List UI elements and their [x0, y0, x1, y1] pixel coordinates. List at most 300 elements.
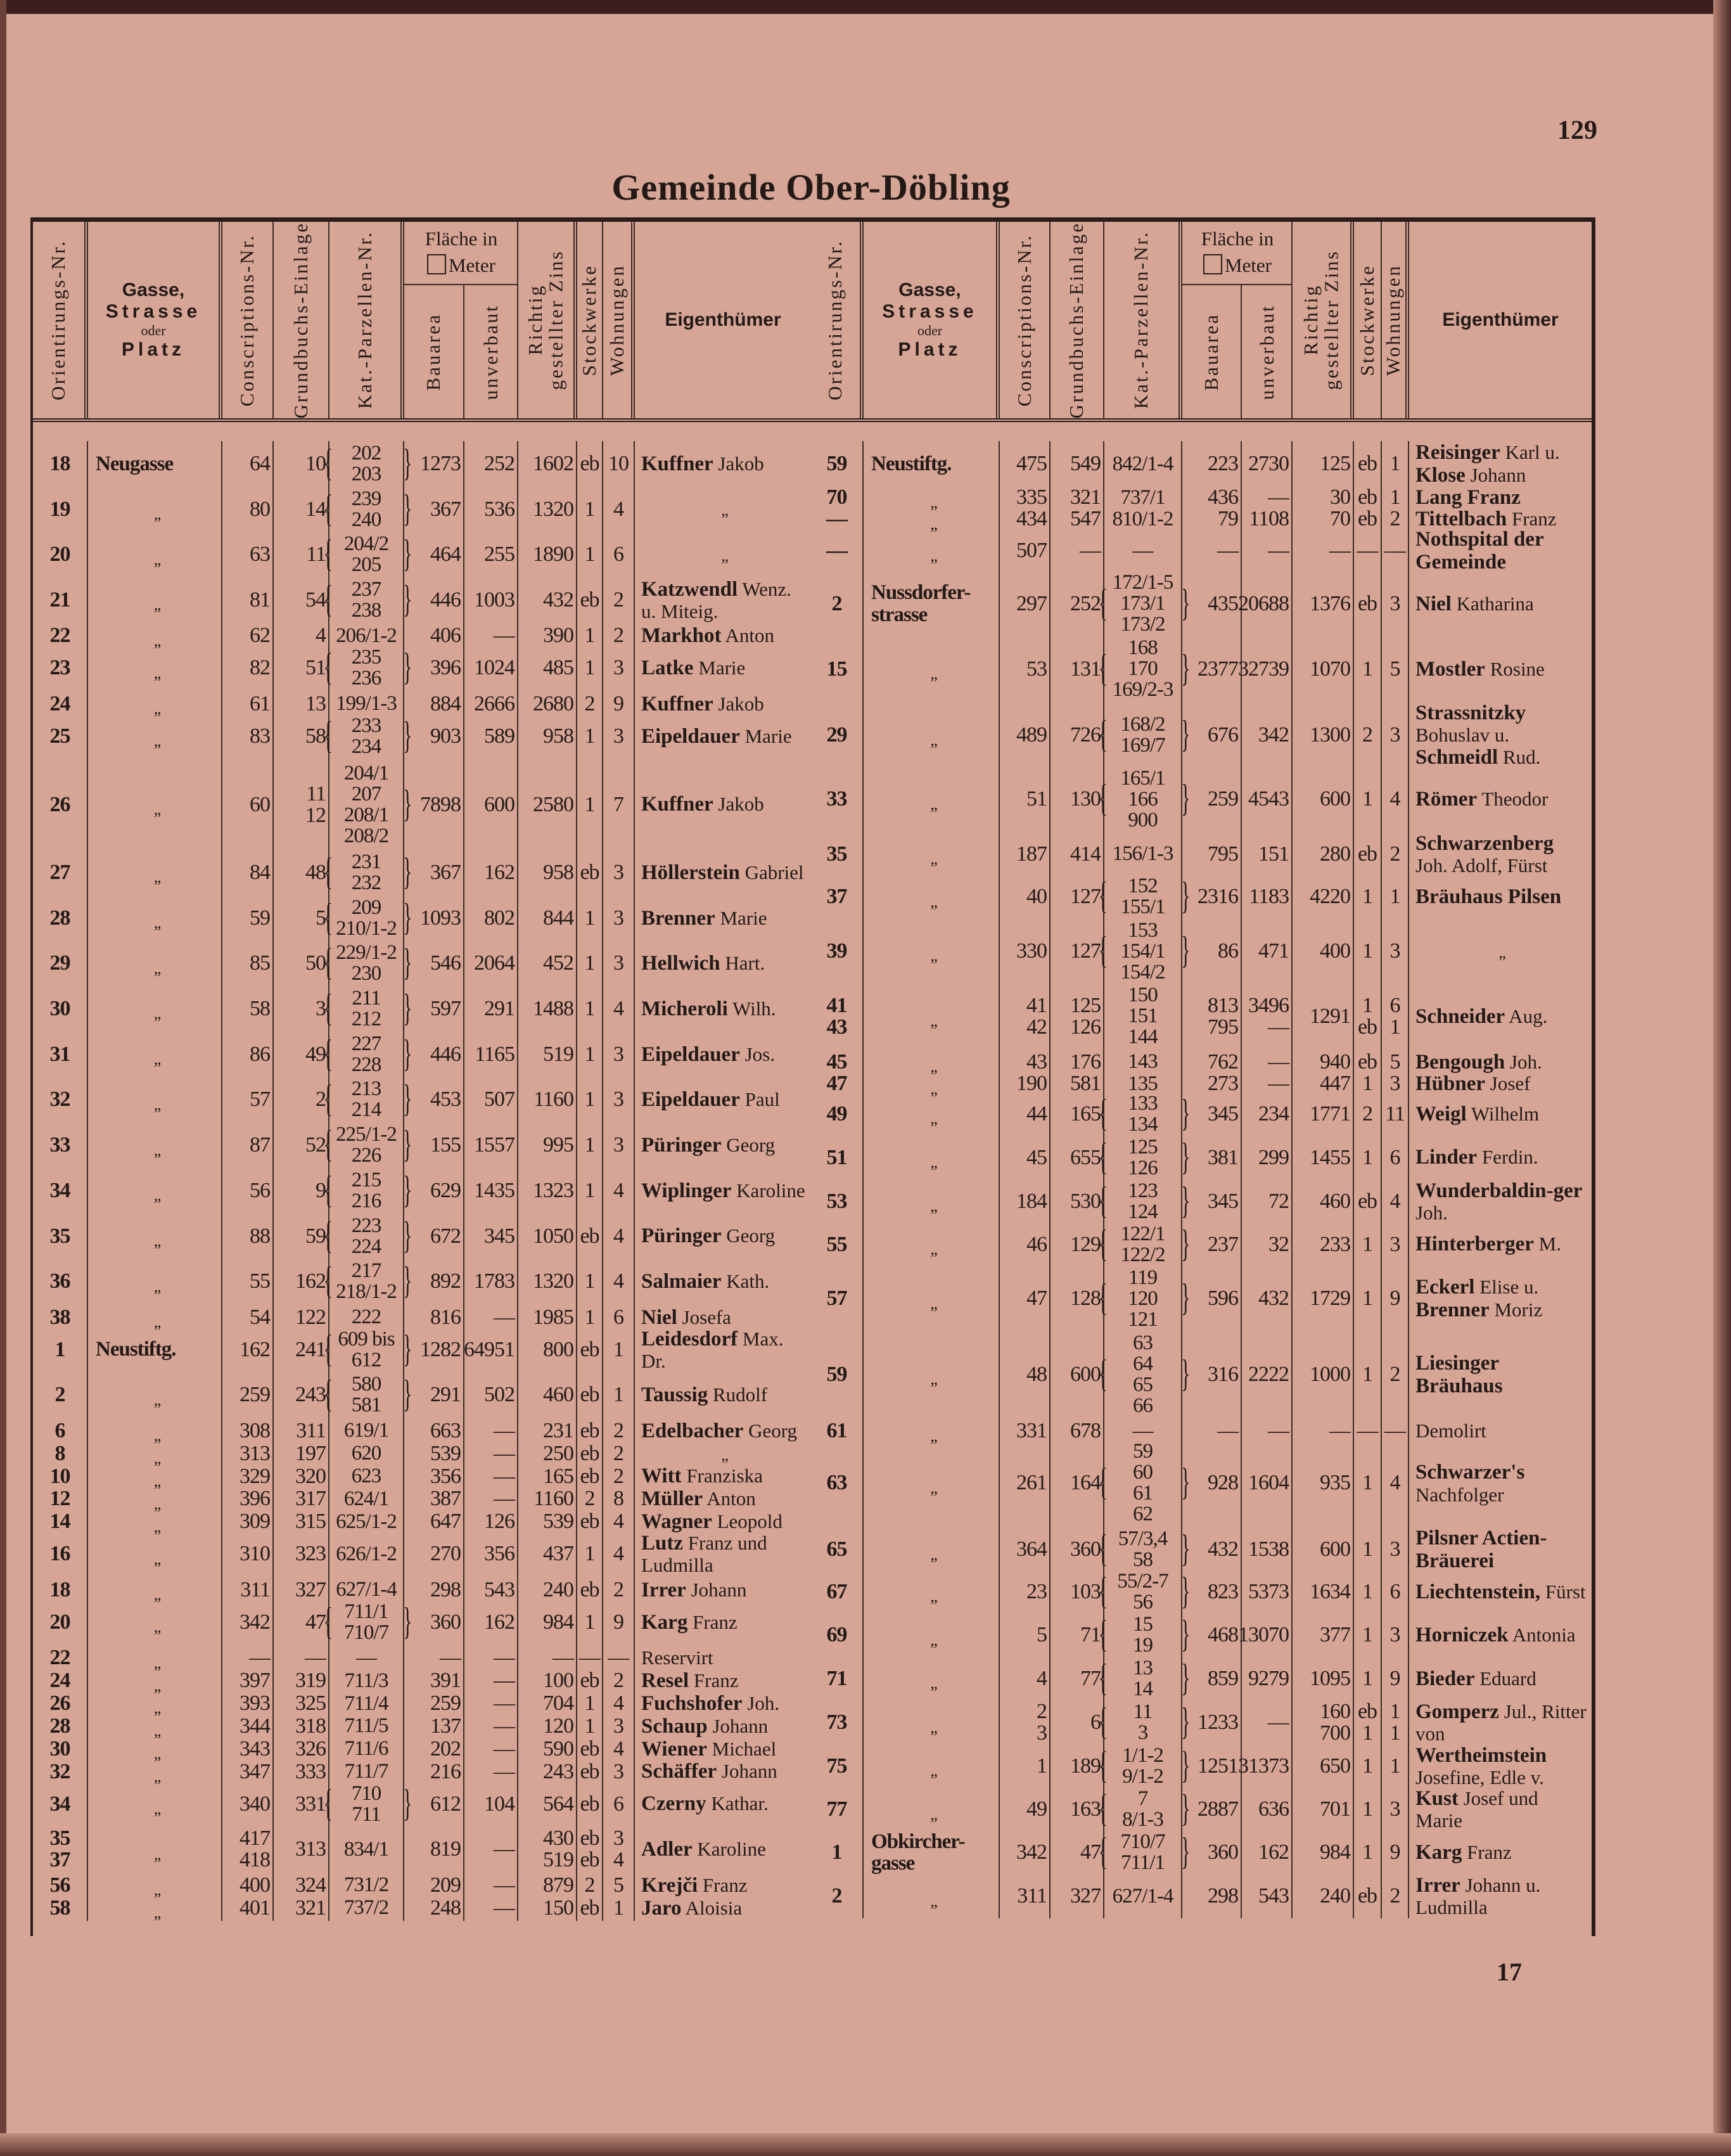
owner-given-name: Marie [720, 906, 767, 929]
unverbaut-cell [1242, 875, 1293, 919]
unverbaut-value: — [494, 624, 514, 648]
unverbaut-value: 802 [484, 906, 514, 930]
orientirungs-nr-cell [33, 1373, 88, 1418]
zins-value: 485 [543, 656, 573, 680]
wohnungen-value: 2 [613, 1464, 623, 1488]
orientirungs-nr-value: 75 [826, 1754, 847, 1778]
kat-parzellen-nr-cell [1104, 1570, 1182, 1614]
stockwerke-value: eb [580, 1337, 599, 1361]
table-row [33, 1214, 811, 1259]
kat-parzellen-nr-value: 810/1-2 [1112, 507, 1173, 530]
wohnungen-value: 3 [1389, 1797, 1400, 1821]
stockwerke-cell [577, 1600, 603, 1645]
kat-parzellen-nr-value: 172/1-5 [1112, 571, 1173, 594]
wohnungen-value: 4 [1389, 1471, 1400, 1495]
orientirungs-nr-value: 10 [49, 1464, 70, 1488]
conscriptions-nr-cell [222, 1259, 274, 1304]
owner-given-name: Joh. [747, 1691, 780, 1714]
eigenthuemer-cell [635, 714, 811, 759]
kat-parzellen-nr-value: 11 [1133, 1700, 1153, 1724]
bauarea-cell [404, 850, 464, 895]
zins-value: 590 [543, 1736, 573, 1761]
table-row [811, 1179, 1592, 1223]
orientirungs-nr-value: 35 [49, 1826, 70, 1851]
conscriptions-nr-value: 63 [250, 542, 270, 567]
unverbaut-cell [1242, 528, 1293, 574]
bauarea-value: } 2377 [1198, 657, 1238, 681]
kat-parzellen-nr-value: 737/2 [343, 1896, 389, 1920]
zins-cell [1293, 1093, 1354, 1136]
unverbaut-value: — [1268, 1419, 1289, 1443]
zins-value: 1323 [533, 1178, 573, 1202]
conscriptions-nr-value: 49 [1026, 1797, 1047, 1821]
table-row [811, 984, 1592, 1049]
wohnungen-cell [1382, 1570, 1409, 1614]
kat-parzellen-nr-value: 144 [1128, 1025, 1158, 1049]
eigenthuemer-cell [635, 1373, 811, 1418]
table-row [33, 1872, 811, 1899]
zins-value: 984 [543, 1610, 573, 1634]
owner-given-name: Jakob [718, 793, 764, 816]
zins-cell [1293, 1266, 1354, 1331]
table-row [33, 441, 811, 487]
owner-entry [1415, 1276, 1538, 1299]
orientirungs-nr-cell [33, 1532, 88, 1577]
kat-parzellen-nr-value: 212 [351, 1008, 381, 1031]
orientirungs-nr-value: 23 [49, 656, 70, 680]
orientirungs-nr-value: 28 [49, 1714, 70, 1738]
bauarea-value: 137 [430, 1714, 461, 1738]
kat-parzellen-nr-value: 64 [1133, 1352, 1153, 1376]
wohnungen-value: 6 [1389, 993, 1400, 1017]
owner-given-name: Georg [726, 1134, 776, 1156]
conscriptions-nr-value: 329 [240, 1464, 270, 1488]
bauarea-value: } 823 [1208, 1579, 1238, 1603]
zins-value: 460 [1320, 1189, 1350, 1213]
orientirungs-nr-cell [811, 528, 864, 574]
kat-parzellen-nr-cell [329, 1214, 404, 1259]
bauarea-cell [1182, 1657, 1242, 1700]
eigenthuemer-cell [635, 1077, 811, 1123]
owner-surname: Reisinger [1415, 441, 1500, 464]
unverbaut-cell [464, 1373, 518, 1418]
unverbaut-value: — [494, 1714, 514, 1738]
kat-parzellen-nr-value: 14 [1133, 1677, 1153, 1700]
orientirungs-nr-value: 37 [826, 885, 847, 909]
owner-surname: Schwarzer's [1415, 1461, 1525, 1484]
bauarea-cell [1182, 1744, 1242, 1788]
kat-parzellen-nr-cell [1104, 1787, 1182, 1832]
conscriptions-nr-value: 55 [250, 1269, 270, 1293]
conscriptions-nr-cell [222, 577, 274, 623]
conscriptions-nr-value: 311 [1017, 1884, 1047, 1908]
kat-parzellen-nr-cell [1104, 1831, 1182, 1875]
bauarea-value: 223 [1208, 452, 1238, 476]
gasse-value: „ [153, 1449, 161, 1468]
owner-surname: Brenner [1415, 1299, 1490, 1322]
kat-parzellen-nr-value: 737/1 [1120, 485, 1165, 509]
wohnungen-value: 9 [613, 1610, 623, 1634]
zins-value: 935 [1320, 1471, 1350, 1495]
grundbuchs-einlage-value: 77 [1080, 1666, 1101, 1690]
kat-parzellen-nr-value: 60 [1133, 1461, 1153, 1484]
wohnungen-cell [603, 714, 635, 759]
stockwerke-value: eb [1357, 1049, 1377, 1074]
owner-entry [1415, 593, 1534, 615]
kat-parzellen-nr-value: 229/1-2 [336, 941, 397, 965]
bauarea-cell [1182, 572, 1242, 637]
unverbaut-value: 1183 [1249, 885, 1289, 909]
stockwerke-value: eb [580, 1441, 599, 1465]
header-flaeche [1182, 222, 1293, 418]
unverbaut-value: 72 [1268, 1189, 1289, 1213]
gasse-value: „ [153, 731, 161, 750]
eigenthuemer-cell [635, 532, 811, 577]
wohnungen-cell [603, 850, 635, 895]
bauarea-value: } 259 [1208, 787, 1238, 811]
kat-parzellen-nr-value: 199/1-3 [336, 692, 397, 715]
table-row [33, 1304, 811, 1331]
conscriptions-nr-cell [222, 1122, 274, 1168]
gasse-cell [864, 1222, 1000, 1266]
grundbuchs-einlage-value: 318 [295, 1714, 326, 1738]
gasse-cell [88, 1077, 222, 1123]
kat-parzellen-nr-value: — [1132, 1419, 1153, 1442]
gasse-value: „ [930, 492, 937, 511]
owner-given-name: Nachfolger [1415, 1483, 1504, 1506]
bauarea-value: 813 [1208, 993, 1238, 1017]
header-label: Wohnungen [1382, 264, 1405, 376]
kat-parzellen-nr-value: 122/2 [1120, 1243, 1165, 1266]
grundbuchs-einlage-value: — [1080, 539, 1101, 563]
kat-parzellen-nr-value: 238 [351, 598, 381, 622]
wohnungen-value: 3 [613, 1088, 623, 1112]
eigenthuemer-cell [1409, 919, 1592, 984]
wohnungen-cell [603, 986, 635, 1032]
owner-entry [721, 1443, 729, 1465]
zins-value: 958 [543, 724, 573, 748]
unverbaut-value: 1783 [474, 1269, 514, 1293]
gasse-cell [88, 1895, 222, 1921]
stockwerke-value: 1 [584, 1088, 595, 1112]
orientirungs-nr-value: 34 [49, 1792, 70, 1816]
grundbuchs-einlage-value: 189 [1070, 1754, 1101, 1778]
grundbuchs-einlage-cell [1051, 1179, 1104, 1224]
conscriptions-nr-value: 489 [1016, 723, 1047, 747]
owner-entry [641, 1088, 780, 1111]
owner-entry [641, 1532, 808, 1576]
wohnungen-cell [1382, 919, 1409, 984]
stockwerke-cell [1354, 832, 1382, 876]
eigenthuemer-cell [1409, 1527, 1592, 1573]
eigenthuemer-cell [1409, 702, 1592, 769]
wohnungen-cell [1382, 1222, 1409, 1266]
bauarea-value: } 468 [1208, 1623, 1238, 1647]
grundbuchs-einlage-value: 162 [295, 1269, 326, 1293]
grundbuchs-einlage-cell [1051, 636, 1104, 702]
gasse-value: „ [153, 699, 161, 718]
stockwerke-value: eb [580, 1792, 599, 1816]
header-label: oder [141, 323, 166, 338]
kat-parzellen-nr-value: 236 [351, 667, 381, 690]
eigenthuemer-cell [1409, 1700, 1592, 1745]
owner-given-name: Rudolf [712, 1383, 768, 1406]
conscriptions-nr-value: 47 [1026, 1287, 1047, 1311]
bauarea-cell [1182, 984, 1242, 1049]
header-label: Bauarea [422, 312, 445, 391]
wohnungen-cell [603, 532, 635, 577]
eigenthuemer-cell [1409, 767, 1592, 832]
conscriptions-nr-value: 51 [1026, 787, 1047, 811]
owner-surname: Eipeldauer [641, 1043, 740, 1066]
kat-parzellen-nr-value: 204/2 [343, 532, 389, 556]
unverbaut-value: 345 [484, 1224, 514, 1248]
kat-parzellen-nr-cell [1104, 1874, 1182, 1918]
wohnungen-cell [603, 1214, 635, 1259]
kat-parzellen-nr-value: 235 [351, 646, 381, 669]
wohnungen-cell [1382, 1440, 1409, 1527]
header-label: Gasse, [898, 279, 961, 300]
kat-parzellen-nr-cell [1104, 767, 1182, 832]
table-row [33, 1826, 811, 1872]
stockwerke-cell [577, 941, 603, 987]
gasse-value: „ [153, 1049, 161, 1068]
wohnungen-value: 6 [1389, 1145, 1400, 1169]
conscriptions-nr-value: 190 [1016, 1072, 1047, 1096]
conscriptions-nr-cell [222, 1532, 274, 1577]
gasse-value: „ [153, 1231, 161, 1250]
stockwerke-value: 1 [1362, 993, 1372, 1017]
unverbaut-value: — [1268, 1049, 1289, 1074]
unverbaut-value: — [494, 1464, 514, 1488]
owner-surname: Eipeldauer [641, 1088, 740, 1112]
bauarea-cell [1182, 1527, 1242, 1573]
gasse-value: „ [153, 1094, 161, 1113]
table-row [33, 1327, 811, 1373]
gasse-value: „ [153, 631, 161, 650]
eigenthuemer-cell [635, 1032, 811, 1077]
zins-cell [1293, 984, 1354, 1049]
stockwerke-value: eb [580, 451, 599, 475]
wohnungen-cell [603, 577, 635, 623]
gasse-value: „ [930, 946, 937, 965]
ditto-mark: „ [721, 1445, 729, 1464]
gasse-value: „ [930, 849, 937, 868]
orientirungs-nr-cell [33, 1168, 88, 1214]
unverbaut-value: — [494, 1691, 514, 1716]
stockwerke-value: 2 [1362, 1102, 1372, 1126]
header-label: Orientirungs-Nr. [824, 240, 846, 401]
owner-entry [641, 998, 776, 1020]
owner-given-name: Elise u. [1479, 1275, 1539, 1298]
kat-parzellen-nr-value: 900 [1128, 808, 1158, 831]
conscriptions-nr-cell [222, 895, 274, 941]
owner-given-name: Reservirt [641, 1646, 713, 1669]
grundbuchs-einlage-value: 50 [305, 951, 326, 975]
bauarea-cell [404, 1327, 464, 1373]
bauarea-value: 248 [430, 1896, 461, 1920]
zins-value: 879 [543, 1873, 573, 1897]
zins-value: 700 [1320, 1721, 1350, 1745]
bauarea-value: } 903 [430, 724, 461, 748]
bauarea-value: } 360 [430, 1610, 461, 1634]
zins-value: 1291 [1310, 1004, 1350, 1028]
bauarea-cell [404, 1373, 464, 1418]
wohnungen-value: 1 [613, 1383, 623, 1407]
eigenthuemer-cell [1409, 1179, 1592, 1224]
table-row [811, 1831, 1592, 1875]
stockwerke-cell [1354, 1093, 1382, 1136]
gasse-value: „ [153, 1471, 161, 1490]
grundbuchs-einlage-cell [1051, 1266, 1104, 1331]
table-row [33, 1077, 811, 1123]
kat-parzellen-nr-value: 711/3 [344, 1669, 388, 1692]
zins-value: 2580 [533, 792, 573, 816]
zins-value: 1320 [533, 1269, 573, 1293]
owner-entry [1415, 1233, 1561, 1255]
stockwerke-value: 1 [1362, 939, 1372, 963]
orientirungs-nr-value: 25 [49, 724, 70, 748]
orientirungs-nr-cell [33, 577, 88, 623]
grundbuchs-einlage-value: 5 [316, 906, 326, 930]
conscriptions-nr-cell [1000, 1744, 1051, 1788]
orientirungs-nr-cell [33, 1600, 88, 1645]
zins-cell [518, 1259, 577, 1304]
wohnungen-value: 8 [613, 1487, 623, 1511]
kat-parzellen-nr-cell [1104, 984, 1182, 1049]
unverbaut-value: — [494, 1736, 514, 1761]
grundbuchs-einlage-value: 321 [1070, 485, 1101, 510]
grundbuchs-einlage-value: 6 [1090, 1710, 1101, 1735]
owner-given-name: Paul [744, 1088, 780, 1111]
stockwerke-value: eb [1357, 1189, 1377, 1213]
stockwerke-value: eb [1357, 507, 1377, 531]
owner-entry [641, 907, 767, 930]
zins-cell [1293, 875, 1354, 919]
conscriptions-nr-value: 86 [250, 1042, 270, 1066]
conscriptions-nr-value: 347 [240, 1759, 270, 1783]
conscriptions-nr-value: 309 [240, 1510, 270, 1534]
owner-given-name: Eduard [1479, 1667, 1536, 1690]
kat-parzellen-nr-cell [329, 941, 404, 987]
gasse-value: „ [930, 1057, 937, 1076]
table-header [811, 222, 1592, 422]
wohnungen-value: 3 [613, 656, 623, 680]
orientirungs-nr-cell [33, 1895, 88, 1921]
grundbuchs-einlage-cell [274, 1122, 329, 1168]
bauarea-value: 298 [430, 1577, 461, 1601]
bauarea-value: 216 [430, 1759, 461, 1783]
conscriptions-nr-value: 88 [250, 1224, 270, 1248]
owner-surname: Lang Franz [1415, 486, 1521, 510]
bauarea-cell [1182, 1831, 1242, 1875]
owner-surname: Hinterberger [1415, 1233, 1534, 1256]
conscriptions-nr-value: 330 [1016, 939, 1047, 963]
orientirungs-nr-value: 30 [49, 997, 70, 1021]
orientirungs-nr-value: 63 [826, 1471, 847, 1495]
conscriptions-nr-value: 4 [1037, 1666, 1047, 1690]
conscriptions-nr-value: 60 [250, 792, 270, 816]
unverbaut-value: 1108 [1249, 507, 1289, 531]
grundbuchs-einlage-value: 197 [295, 1441, 326, 1465]
owner-surname: Czerny [641, 1792, 706, 1816]
stockwerke-cell [1354, 1179, 1382, 1224]
kat-parzellen-nr-value: 173/2 [1120, 613, 1165, 636]
orientirungs-nr-value: 26 [49, 1691, 70, 1716]
unverbaut-value: — [494, 1873, 514, 1897]
page-edge-top [0, 0, 1731, 14]
grundbuchs-einlage-value: 678 [1070, 1419, 1101, 1443]
orientirungs-nr-value: 67 [826, 1579, 847, 1603]
zins-value: 432 [543, 587, 573, 612]
unverbaut-value: 104 [484, 1792, 514, 1816]
conscriptions-nr-value: 340 [240, 1792, 270, 1816]
owner-entry [641, 578, 808, 622]
table-row [811, 1093, 1592, 1136]
orientirungs-nr-value: 26 [49, 792, 70, 816]
owner-surname: Horniczek [1415, 1624, 1509, 1647]
owner-given-name: Bohuslav u. [1415, 724, 1510, 747]
zins-value: 1095 [1310, 1666, 1350, 1690]
eigenthuemer-cell [1409, 1440, 1592, 1527]
eigenthuemer-cell [635, 1600, 811, 1645]
unverbaut-cell [1242, 1440, 1293, 1527]
owner-entry [641, 952, 765, 975]
kat-parzellen-nr-value: 237 [351, 577, 381, 601]
eigenthuemer-cell [635, 850, 811, 895]
gasse-value: „ [153, 1676, 161, 1695]
register-table-left [33, 222, 811, 1922]
kat-parzellen-nr-cell [329, 895, 404, 941]
grundbuchs-einlage-value: 59 [305, 1224, 326, 1248]
unverbaut-value: — [494, 1646, 514, 1670]
grundbuchs-einlage-cell [1051, 1874, 1104, 1918]
table-row [33, 941, 811, 987]
wohnungen-cell [603, 1600, 635, 1645]
grundbuchs-einlage-cell [1051, 572, 1104, 637]
unverbaut-value: 589 [484, 724, 514, 748]
unverbaut-cell [464, 487, 518, 532]
owner-surname: Micheroli [641, 997, 728, 1020]
grundbuchs-einlage-cell [274, 986, 329, 1032]
kat-parzellen-nr-value: 65 [1133, 1373, 1153, 1397]
eigenthuemer-cell [1409, 1614, 1592, 1657]
table-row [33, 1463, 811, 1490]
zins-value: 231 [543, 1418, 573, 1442]
kat-parzellen-nr-value: 126 [1128, 1156, 1158, 1179]
bauarea-value: } 86 [1218, 939, 1238, 963]
owner-given-name: Joh. [1415, 1202, 1448, 1224]
kat-parzellen-nr-cell [1104, 1527, 1182, 1573]
stockwerke-cell [577, 487, 603, 532]
wohnungen-cell [603, 1373, 635, 1418]
conscriptions-nr-value: 85 [250, 951, 270, 975]
kat-parzellen-nr-value: 59 [1133, 1440, 1153, 1463]
conscriptions-nr-value: 44 [1026, 1102, 1047, 1126]
gasse-cell [864, 1527, 1000, 1573]
owner-surname: Wiener [641, 1737, 707, 1761]
orientirungs-nr-value: 20 [49, 1610, 70, 1634]
owner-entry [1415, 1527, 1589, 1573]
kat-parzellen-nr-value: 232 [351, 871, 381, 895]
grundbuchs-einlage-value: 324 [295, 1873, 326, 1897]
wohnungen-value: 9 [613, 691, 623, 715]
unverbaut-value: — [494, 1837, 514, 1861]
kat-parzellen-nr-cell [329, 1895, 404, 1921]
kat-parzellen-nr-value: 58 [1133, 1548, 1153, 1572]
orientirungs-nr-cell [33, 1122, 88, 1168]
zins-value: 958 [543, 861, 573, 885]
